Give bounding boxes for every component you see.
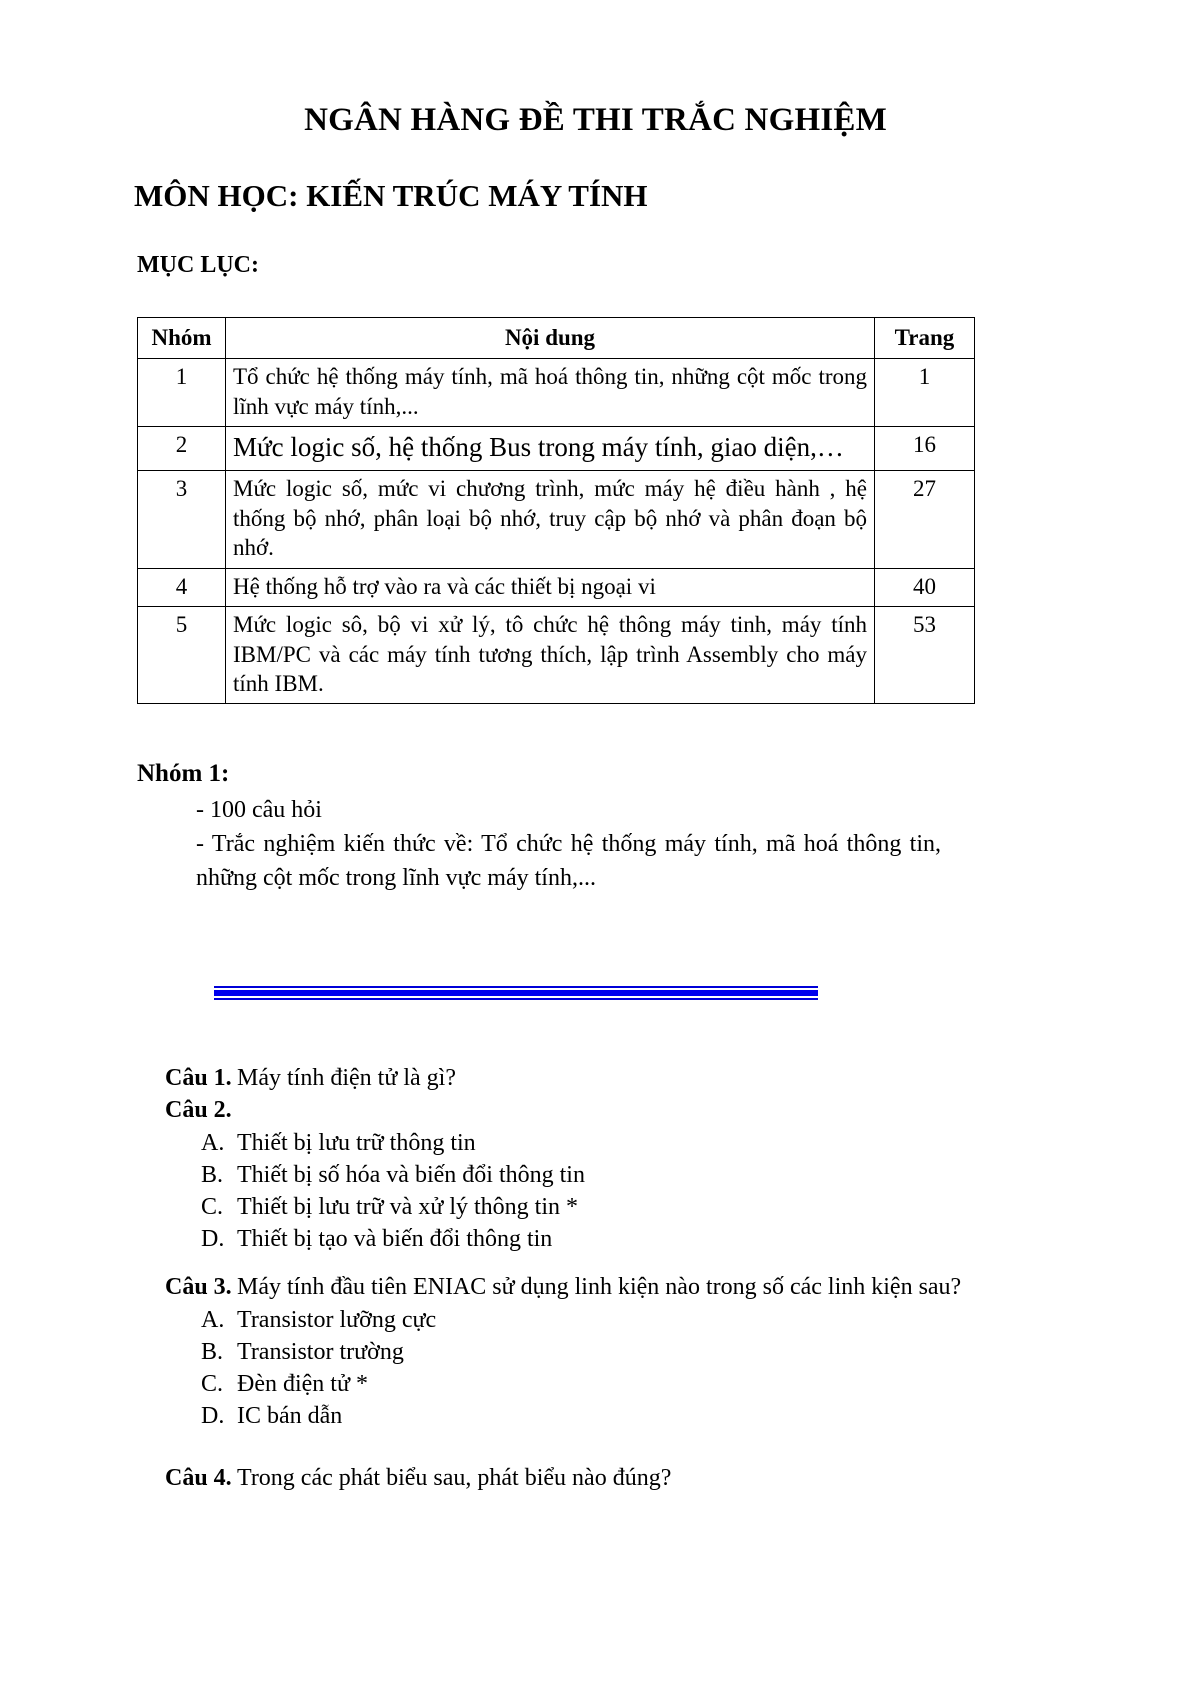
cell-group: 3 [138,471,226,568]
subject-heading: MÔN HỌC: KIẾN TRÚC MÁY TÍNH [134,178,648,213]
question-text: Máy tính đầu tiên ENIAC sử dụng linh kiện nào trong số các linh kiện sau? [237,1274,962,1301]
cell-content: Mức logic số, mức vi chương trình, mức máy hệ điều hành , hệ thống bộ nhớ, phân loại bộ nhớ, truy cập bộ nhớ và phân đoạn bộ nhớ. [226,471,875,568]
cell-page: 53 [875,607,975,704]
question-block [165,1462,1000,1494]
cell-content: Hệ thống hỗ trợ vào ra và các thiết bị ngoại vi [226,568,875,606]
question-label: Câu 1. [165,1065,232,1091]
cell-content: Mức logic sô, bộ vi xử lý, tô chức hệ thông máy tinh, máy tính IBM/PC và các máy tính tương thích, lập trình Assembly cho máy tính IBM. [226,607,875,704]
question-label: Câu 3. [165,1274,232,1301]
group-line-count: - 100 câu hỏi [196,797,322,823]
cell-content: Tổ chức hệ thống máy tính, mã hoá thông tin, những cột mốc trong lĩnh vực máy tính,... [226,359,875,427]
question-label: Câu 4. [165,1465,232,1492]
option-item [201,1336,1000,1368]
option-item [201,1127,1000,1159]
option-list [165,1304,1000,1433]
toc-table [137,317,975,704]
option-text: IC bán dẫn [237,1403,343,1430]
option-letter: D. [201,1403,225,1430]
column-header-content: Nội dung [226,318,875,359]
cell-content: Mức logic số, hệ thống Bus trong máy tính, giao diện,… [226,427,875,471]
cell-group: 4 [138,568,226,606]
option-text: Transistor trường [237,1338,404,1365]
question-line [165,1062,1000,1094]
table-row [138,359,975,427]
question-spacer [165,1255,1000,1271]
question-label: Câu 2. [165,1097,232,1124]
section-divider [214,986,818,1003]
option-item [201,1368,1000,1400]
cell-page: 27 [875,471,975,568]
toc-label: MỤC LỤC: [137,252,259,278]
table-row [138,607,975,704]
option-letter: C. [201,1371,224,1398]
questions-list [165,1062,1000,1495]
cell-page: 16 [875,427,975,471]
option-text: Thiết bị lưu trữ thông tin [237,1129,476,1156]
option-letter: D. [201,1226,225,1253]
divider-line-bottom [214,998,818,1000]
question-line [165,1271,1000,1303]
question-spacer [165,1432,1000,1462]
question-text: Máy tính điện tử là gì? [237,1065,456,1091]
group-heading: Nhóm 1: [137,760,230,787]
table-row [138,427,975,471]
table-header-row [138,318,975,359]
option-text: Thiết bị số hóa và biến đổi thông tin [237,1161,585,1188]
option-letter: B. [201,1161,224,1188]
question-block [165,1062,1000,1094]
group-line-topics: - Trắc nghiệm kiến thức về: Tổ chức hệ thống máy tính, mã hoá thông tin, những cột mốc trong lĩnh vực máy tính,... [196,831,941,892]
option-list [165,1127,1000,1256]
option-item [201,1191,1000,1223]
question-line [165,1462,1000,1494]
cell-group: 2 [138,427,226,471]
option-letter: C. [201,1194,224,1221]
cell-group: 1 [138,359,226,427]
option-text: Thiết bị tạo và biến đổi thông tin [237,1226,553,1253]
group-description [196,793,941,895]
option-item [201,1304,1000,1336]
cell-page: 40 [875,568,975,606]
option-item [201,1223,1000,1255]
cell-group: 5 [138,607,226,704]
page-title: NGÂN HÀNG ĐỀ THI TRẮC NGHIỆM [304,102,887,138]
option-item [201,1159,1000,1191]
column-header-group: Nhóm [138,318,226,359]
question-text: Trong các phát biểu sau, phát biểu nào đúng? [237,1465,672,1492]
question-block [165,1271,1000,1432]
option-item [201,1400,1000,1432]
question-block [165,1094,1000,1255]
table-row [138,471,975,568]
cell-page: 1 [875,359,975,427]
option-text: Đèn điện tử * [237,1371,368,1398]
column-header-page: Trang [875,318,975,359]
option-text: Transistor lưỡng cực [237,1306,437,1333]
option-letter: A. [201,1306,225,1333]
option-text: Thiết bị lưu trữ và xử lý thông tin * [237,1194,578,1221]
option-letter: A. [201,1129,225,1156]
table-row [138,568,975,606]
question-line [165,1094,1000,1126]
option-letter: B. [201,1338,224,1365]
